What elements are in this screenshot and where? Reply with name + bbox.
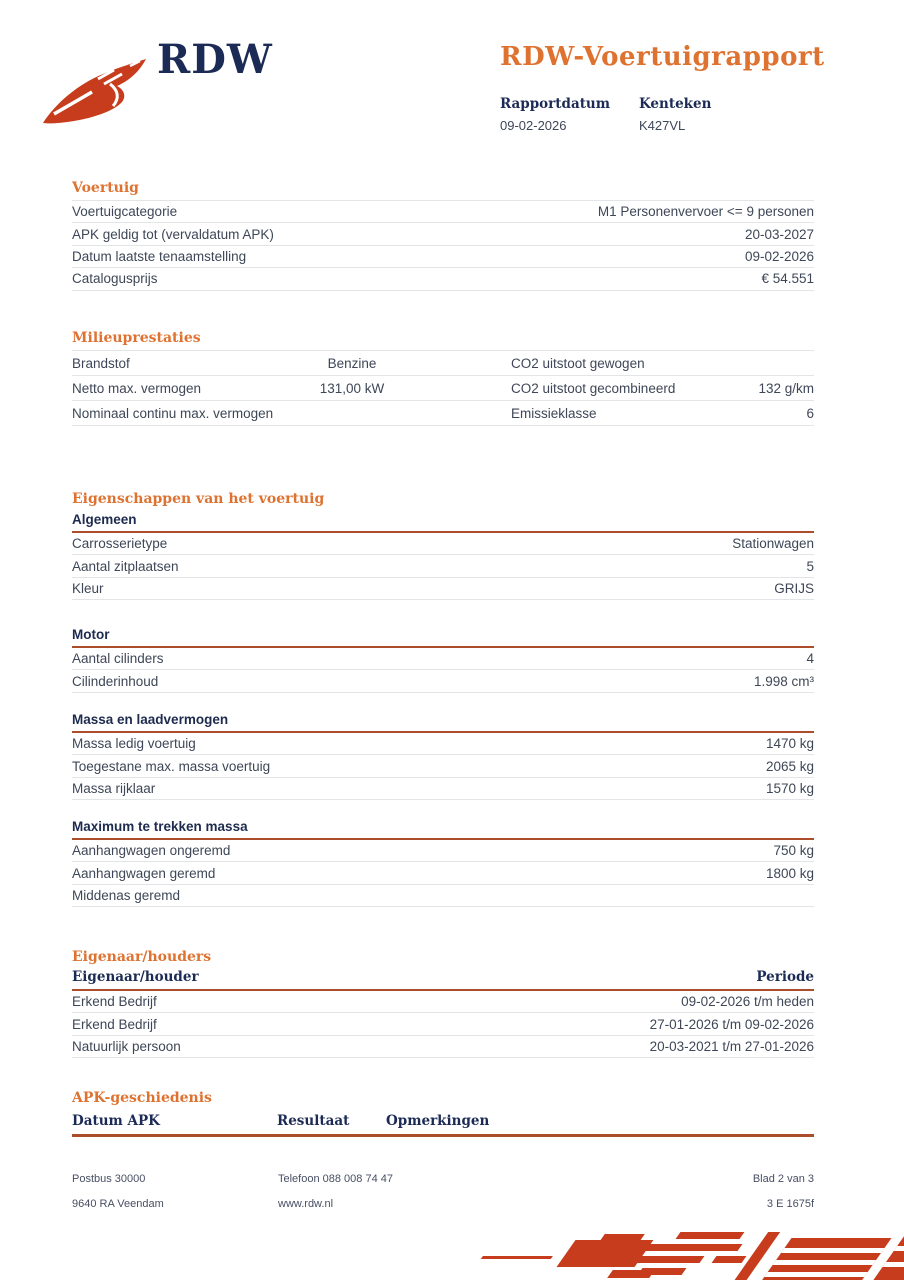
footer-page-indicator: Blad 2 van 3 <box>752 1172 814 1185</box>
speed-bar <box>630 1256 705 1263</box>
table-row <box>72 578 814 600</box>
subsection-title: Algemeen <box>72 511 814 533</box>
row-value: 2065 kg <box>765 758 814 774</box>
table-row <box>72 1036 814 1058</box>
owner-cell: Erkend Bedrijf <box>72 994 157 1010</box>
section-title: Eigenschappen van het voertuig <box>72 491 325 507</box>
speed-striped-block <box>756 1238 891 1280</box>
footer-row <box>72 1191 814 1216</box>
row-label: CO2 uitstoot gewogen <box>511 355 645 371</box>
stripe <box>781 1248 885 1253</box>
stripe <box>894 1246 904 1251</box>
row-label: Massa ledig voertuig <box>72 736 196 752</box>
section-apk-geschiedenis <box>72 1089 814 1137</box>
subsection-title: Massa en laadvermogen <box>72 711 814 733</box>
subsection-title: Maximum te trekken massa <box>72 818 814 840</box>
speed-bar <box>638 1268 687 1275</box>
speed-lines-graphic <box>482 1232 904 1280</box>
speed-bar <box>599 1234 645 1242</box>
table-row <box>72 778 814 800</box>
row-value: 1570 kg <box>765 780 814 796</box>
row-value: GRIJS <box>774 580 814 596</box>
row-value: 20-03-2027 <box>744 226 814 242</box>
footer-phone: Telefoon 088 008 74 47 <box>278 1172 393 1185</box>
speed-bar <box>676 1232 745 1239</box>
row-label: Datum laatste tenaamstelling <box>72 248 247 264</box>
report-date-label: Rapportdatum <box>500 96 611 112</box>
table-row <box>72 991 814 1013</box>
speed-bar <box>712 1256 747 1263</box>
footer-address-line1: Postbus 30000 <box>72 1172 146 1185</box>
row-value: 132 g/km <box>758 380 814 396</box>
table-row <box>72 733 814 755</box>
row-label: Voertuigcategorie <box>72 204 178 220</box>
table-row <box>72 201 814 223</box>
row-label: Aanhangwagen geremd <box>72 865 216 881</box>
column-header-resultaat: Resultaat <box>277 1113 350 1129</box>
table-row <box>72 376 814 401</box>
footer-website: www.rdw.nl <box>278 1197 334 1210</box>
report-meta <box>500 96 711 133</box>
row-label: Middenas geremd <box>72 887 181 903</box>
row-value: 1470 kg <box>765 736 814 752</box>
row-label: Aanhangwagen ongeremd <box>72 843 231 859</box>
row-label: Nominaal continu max. vermogen <box>72 405 274 421</box>
row-value: € 54.551 <box>761 271 814 287</box>
table-row <box>72 223 814 245</box>
rdw-wordmark: RDW <box>157 36 273 83</box>
row-value: 1.998 cm³ <box>753 673 814 689</box>
row-value: 4 <box>806 651 814 667</box>
footer-doc-code: 3 E 1675f <box>766 1197 814 1210</box>
section-title: Milieuprestaties <box>72 330 201 346</box>
row-label: Cilinderinhoud <box>72 673 159 689</box>
section-voertuig <box>72 179 814 291</box>
table-row <box>72 862 814 884</box>
period-cell: 20-03-2021 t/m 27-01-2026 <box>649 1038 814 1054</box>
license-plate-value: K427VL <box>639 118 686 133</box>
table-header <box>72 969 814 991</box>
table-row <box>72 755 814 777</box>
table-row <box>72 351 814 376</box>
row-label: Netto max. vermogen <box>72 380 202 396</box>
footer-address-line2: 9640 RA Veendam <box>72 1197 164 1210</box>
page-footer <box>72 1166 814 1216</box>
owner-cell: Natuurlijk persoon <box>72 1038 181 1054</box>
section-eigenschappen-heading <box>72 490 814 508</box>
subsection-motor <box>72 626 814 693</box>
section-eigenaar-houders <box>72 948 814 1058</box>
license-label: Kenteken <box>639 96 712 112</box>
stripe <box>882 1262 904 1267</box>
row-value: 750 kg <box>773 843 814 859</box>
table-row <box>72 885 814 907</box>
row-label: APK geldig tot (vervaldatum APK) <box>72 226 274 242</box>
table-row <box>72 1013 814 1035</box>
section-title: Voertuig <box>72 180 139 196</box>
speed-bar <box>481 1256 553 1259</box>
column-header-datum-apk: Datum APK <box>72 1113 160 1129</box>
table-row <box>72 533 814 555</box>
row-value: 09-02-2026 <box>744 248 814 264</box>
row-value: 6 <box>806 405 814 421</box>
table-row <box>72 246 814 268</box>
row-value: Stationwagen <box>732 536 814 552</box>
row-value: 131,00 kW <box>319 380 385 396</box>
section-title: APK-geschiedenis <box>72 1090 212 1106</box>
table-row <box>72 840 814 862</box>
rdw-feather-logo-icon <box>40 52 152 132</box>
row-label: Toegestane max. massa voertuig <box>72 758 271 774</box>
table-row <box>72 555 814 577</box>
table-header <box>72 1113 814 1137</box>
table-row <box>72 648 814 670</box>
period-cell: 27-01-2026 t/m 09-02-2026 <box>649 1016 814 1032</box>
row-label: Aantal cilinders <box>72 651 164 667</box>
row-label: Brandstof <box>72 355 130 371</box>
row-value: M1 Personenvervoer <= 9 personen <box>597 204 814 220</box>
section-milieuprestaties <box>72 329 814 426</box>
row-label: Kleur <box>72 580 104 596</box>
row-value: 1800 kg <box>765 865 814 881</box>
speed-bar <box>642 1244 743 1251</box>
footer-row <box>72 1166 814 1191</box>
table-row <box>72 670 814 692</box>
subsection-maximum-trekken <box>72 818 814 907</box>
column-header-opmerkingen: Opmerkingen <box>386 1113 490 1129</box>
row-label: Carrosserietype <box>72 536 168 552</box>
row-label: Catalogusprijs <box>72 271 158 287</box>
report-date-value: 09-02-2026 <box>500 118 567 133</box>
page-title: RDW-Voertuigrapport <box>500 42 825 72</box>
row-label: Massa rijklaar <box>72 780 156 796</box>
row-label: Emissieklasse <box>511 405 597 421</box>
subsection-massa <box>72 711 814 800</box>
column-header-period: Periode <box>756 969 814 985</box>
report-date-block <box>500 96 639 133</box>
owner-cell: Erkend Bedrijf <box>72 1016 157 1032</box>
period-cell: 09-02-2026 t/m heden <box>681 994 814 1010</box>
stripe <box>773 1260 877 1265</box>
column-header-owner: Eigenaar/houder <box>72 969 199 985</box>
subsection-algemeen <box>72 511 814 600</box>
row-label: CO2 uitstoot gecombineerd <box>511 380 676 396</box>
row-value: 5 <box>806 558 814 574</box>
subsection-title: Motor <box>72 626 814 648</box>
row-label: Aantal zitplaatsen <box>72 558 179 574</box>
row-value: Benzine <box>327 355 377 371</box>
table-row <box>72 401 814 426</box>
license-block <box>639 96 711 133</box>
table-row <box>72 268 814 290</box>
stripe <box>764 1272 868 1277</box>
section-title: Eigenaar/houders <box>72 949 212 965</box>
